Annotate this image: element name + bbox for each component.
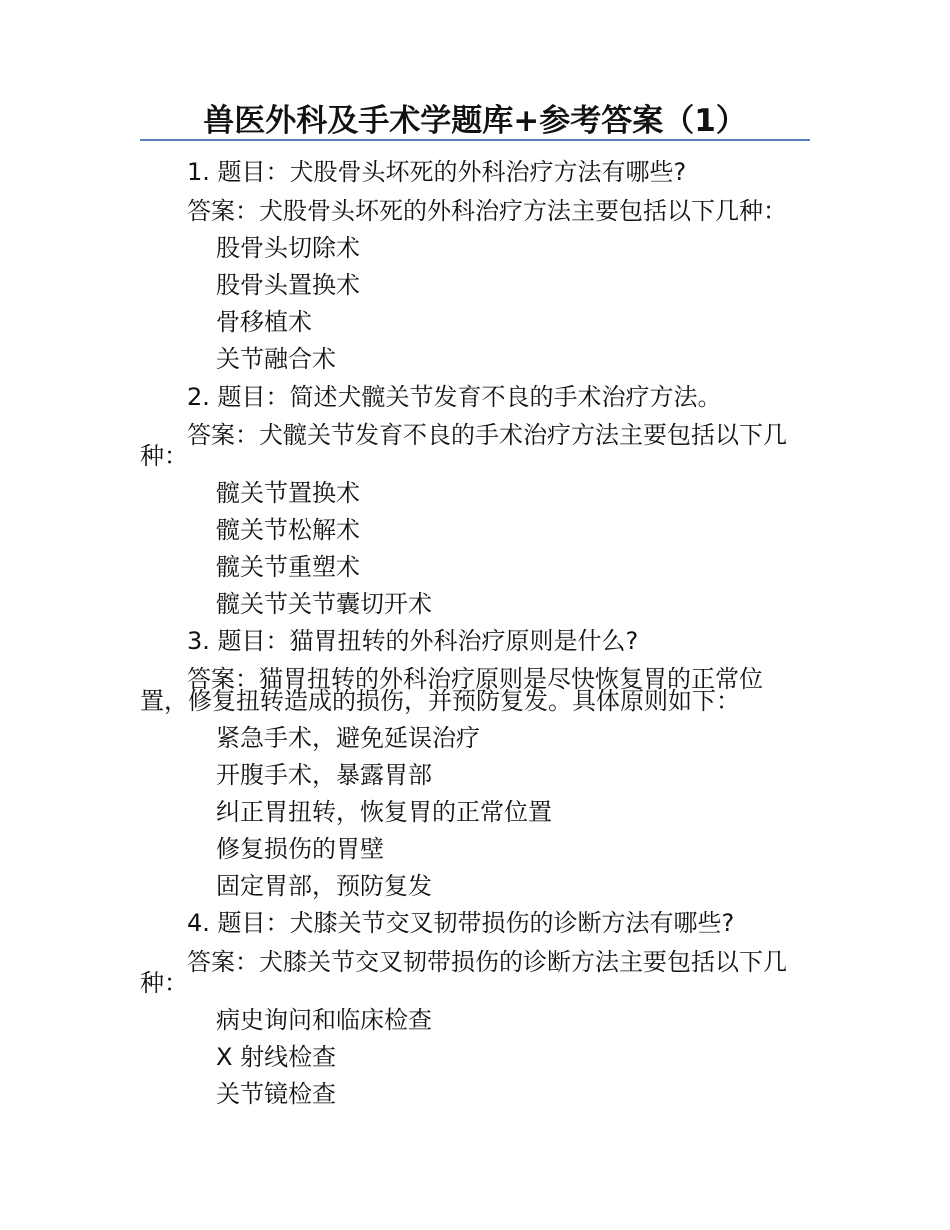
answer-1-item-2: 股骨头置换术 (216, 271, 360, 299)
page-title: 兽医外科及手术学题库+参考答案（1） (203, 103, 747, 139)
answer-2: 答案：犬髋关节发育不良的手术治疗方法主要包括以下几 (187, 421, 787, 449)
answer-1-item-1: 股骨头切除术 (216, 234, 360, 262)
answer-4: 答案：犬膝关节交叉韧带损伤的诊断方法主要包括以下几 (187, 948, 787, 976)
question-1: 1. 题目：犬股骨头坏死的外科治疗方法有哪些? (187, 158, 687, 186)
answer-4-item-2: X 射线检查 (216, 1043, 337, 1071)
answer-4-item-3: 关节镜检查 (216, 1080, 336, 1108)
answer-2-item-4: 髋关节关节囊切开术 (216, 590, 432, 618)
answer-3-item-3: 纠正胃扭转，恢复胃的正常位置 (216, 798, 552, 826)
question-3: 3. 题目：猫胃扭转的外科治疗原则是什么? (187, 627, 639, 655)
answer-3-item-4: 修复损伤的胃壁 (216, 835, 384, 863)
answer-3: 答案：猫胃扭转的外科治疗原则是尽快恢复胃的正常位 (187, 665, 763, 693)
answer-1-item-3: 骨移植术 (216, 308, 312, 336)
answer-2-item-2: 髋关节松解术 (216, 516, 360, 544)
answer-4-continuation: 种： (140, 969, 188, 997)
answer-3-item-5: 固定胃部，预防复发 (216, 872, 432, 900)
answer-2-item-1: 髋关节置换术 (216, 479, 360, 507)
question-2: 2. 题目：简述犬髋关节发育不良的手术治疗方法。 (187, 383, 722, 411)
answer-1-item-4: 关节融合术 (216, 345, 336, 373)
answer-4-item-1: 病史询问和临床检查 (216, 1006, 432, 1034)
answer-2-continuation: 种： (140, 442, 188, 470)
title-underline (140, 139, 810, 141)
answer-3-item-2: 开腹手术，暴露胃部 (216, 761, 432, 789)
question-4: 4. 题目：犬膝关节交叉韧带损伤的诊断方法有哪些? (187, 909, 735, 937)
answer-1: 答案：犬股骨头坏死的外科治疗方法主要包括以下几种： (187, 197, 787, 225)
answer-3-item-1: 紧急手术，避免延误治疗 (216, 724, 480, 752)
answer-3-continuation: 置，修复扭转造成的损伤，并预防复发。具体原则如下： (140, 687, 740, 715)
answer-2-item-3: 髋关节重塑术 (216, 553, 360, 581)
